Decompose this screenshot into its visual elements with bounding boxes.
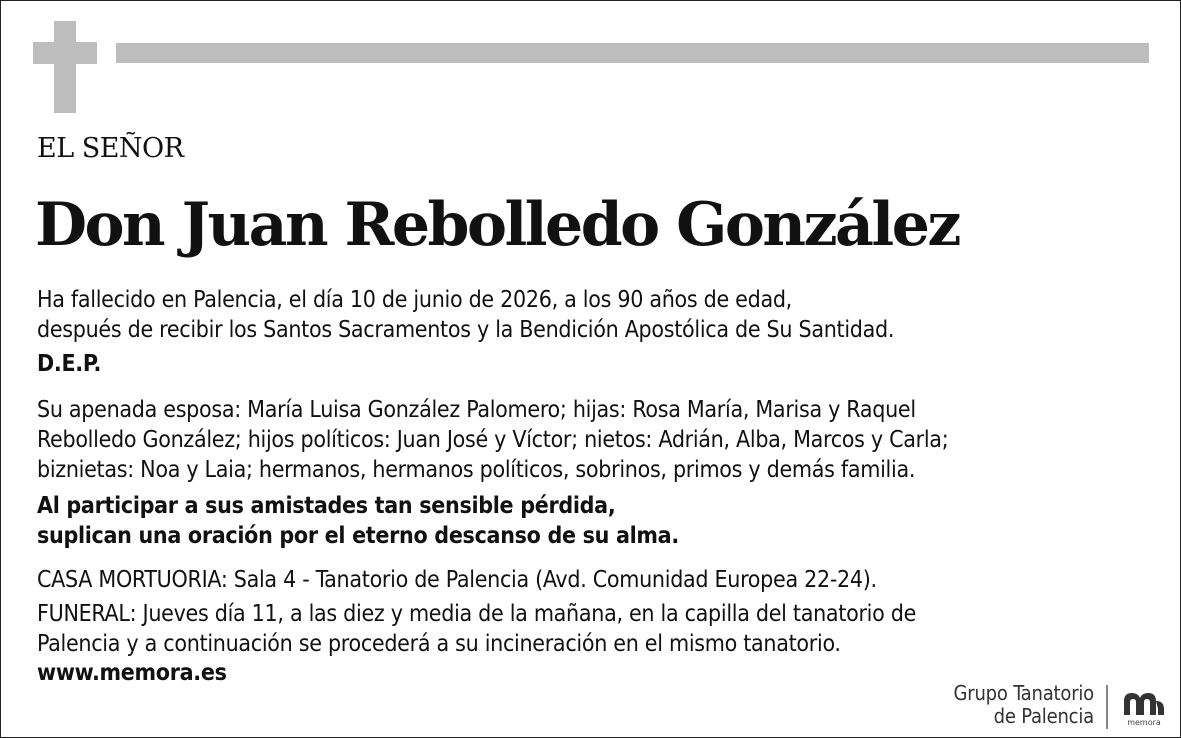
website-link[interactable]: www.memora.es [37, 660, 227, 686]
cross-icon-arm [33, 42, 97, 64]
dep-label: D.E.P. [37, 351, 102, 377]
company-line: de Palencia [993, 704, 1094, 728]
funeral-line: Palencia y a continuación se procederá a su incineración en el mismo tanatorio. [37, 631, 841, 657]
cross-icon [54, 21, 76, 113]
logo-label: memora [1127, 718, 1161, 727]
death-line: Ha fallecido en Palencia, el día 10 de junio de 2026, a los 90 años de edad, [37, 287, 792, 313]
funeral-info [37, 599, 916, 659]
request-line: suplican una oración por el eterno descanso de su alma. [37, 523, 679, 549]
death-line: después de recibir los Santos Sacramentos y la Bendición Apostólica de Su Santidad. [37, 317, 895, 343]
company-line: Grupo Tanatorio [953, 681, 1094, 705]
family-line: Rebolledo González; hijos políticos: Juan José y Víctor; nietos: Adrián, Alba, Marcos y Carla; [37, 427, 949, 453]
company-name [954, 682, 1094, 728]
family-line: Su apenada esposa: María Luisa González Palomero; hijas: Rosa María, Marisa y Raquel [37, 397, 916, 423]
header-divider-bar [116, 43, 1149, 63]
funeral-line: FUNERAL: Jueves día 11, a las diez y media de la mañana, en la capilla del tanatorio de [37, 601, 916, 627]
request-line: Al participar a sus amistades tan sensible pérdida, [37, 493, 616, 519]
logo-divider [1106, 685, 1108, 729]
wake-info: CASA MORTUORIA: Sala 4 - Tanatorio de Palencia (Avd. Comunidad Europea 22-24). [37, 567, 877, 593]
death-announcement [37, 285, 894, 345]
deceased-name: Don Juan Rebolledo González [35, 190, 959, 260]
family-line: biznietas: Noa y Laia; hermanos, hermanos políticos, sobrinos, primos y demás familia. [37, 457, 916, 483]
family-paragraph [37, 395, 948, 485]
prayer-request [37, 491, 679, 551]
title-prefix: EL SEÑOR [37, 133, 184, 164]
